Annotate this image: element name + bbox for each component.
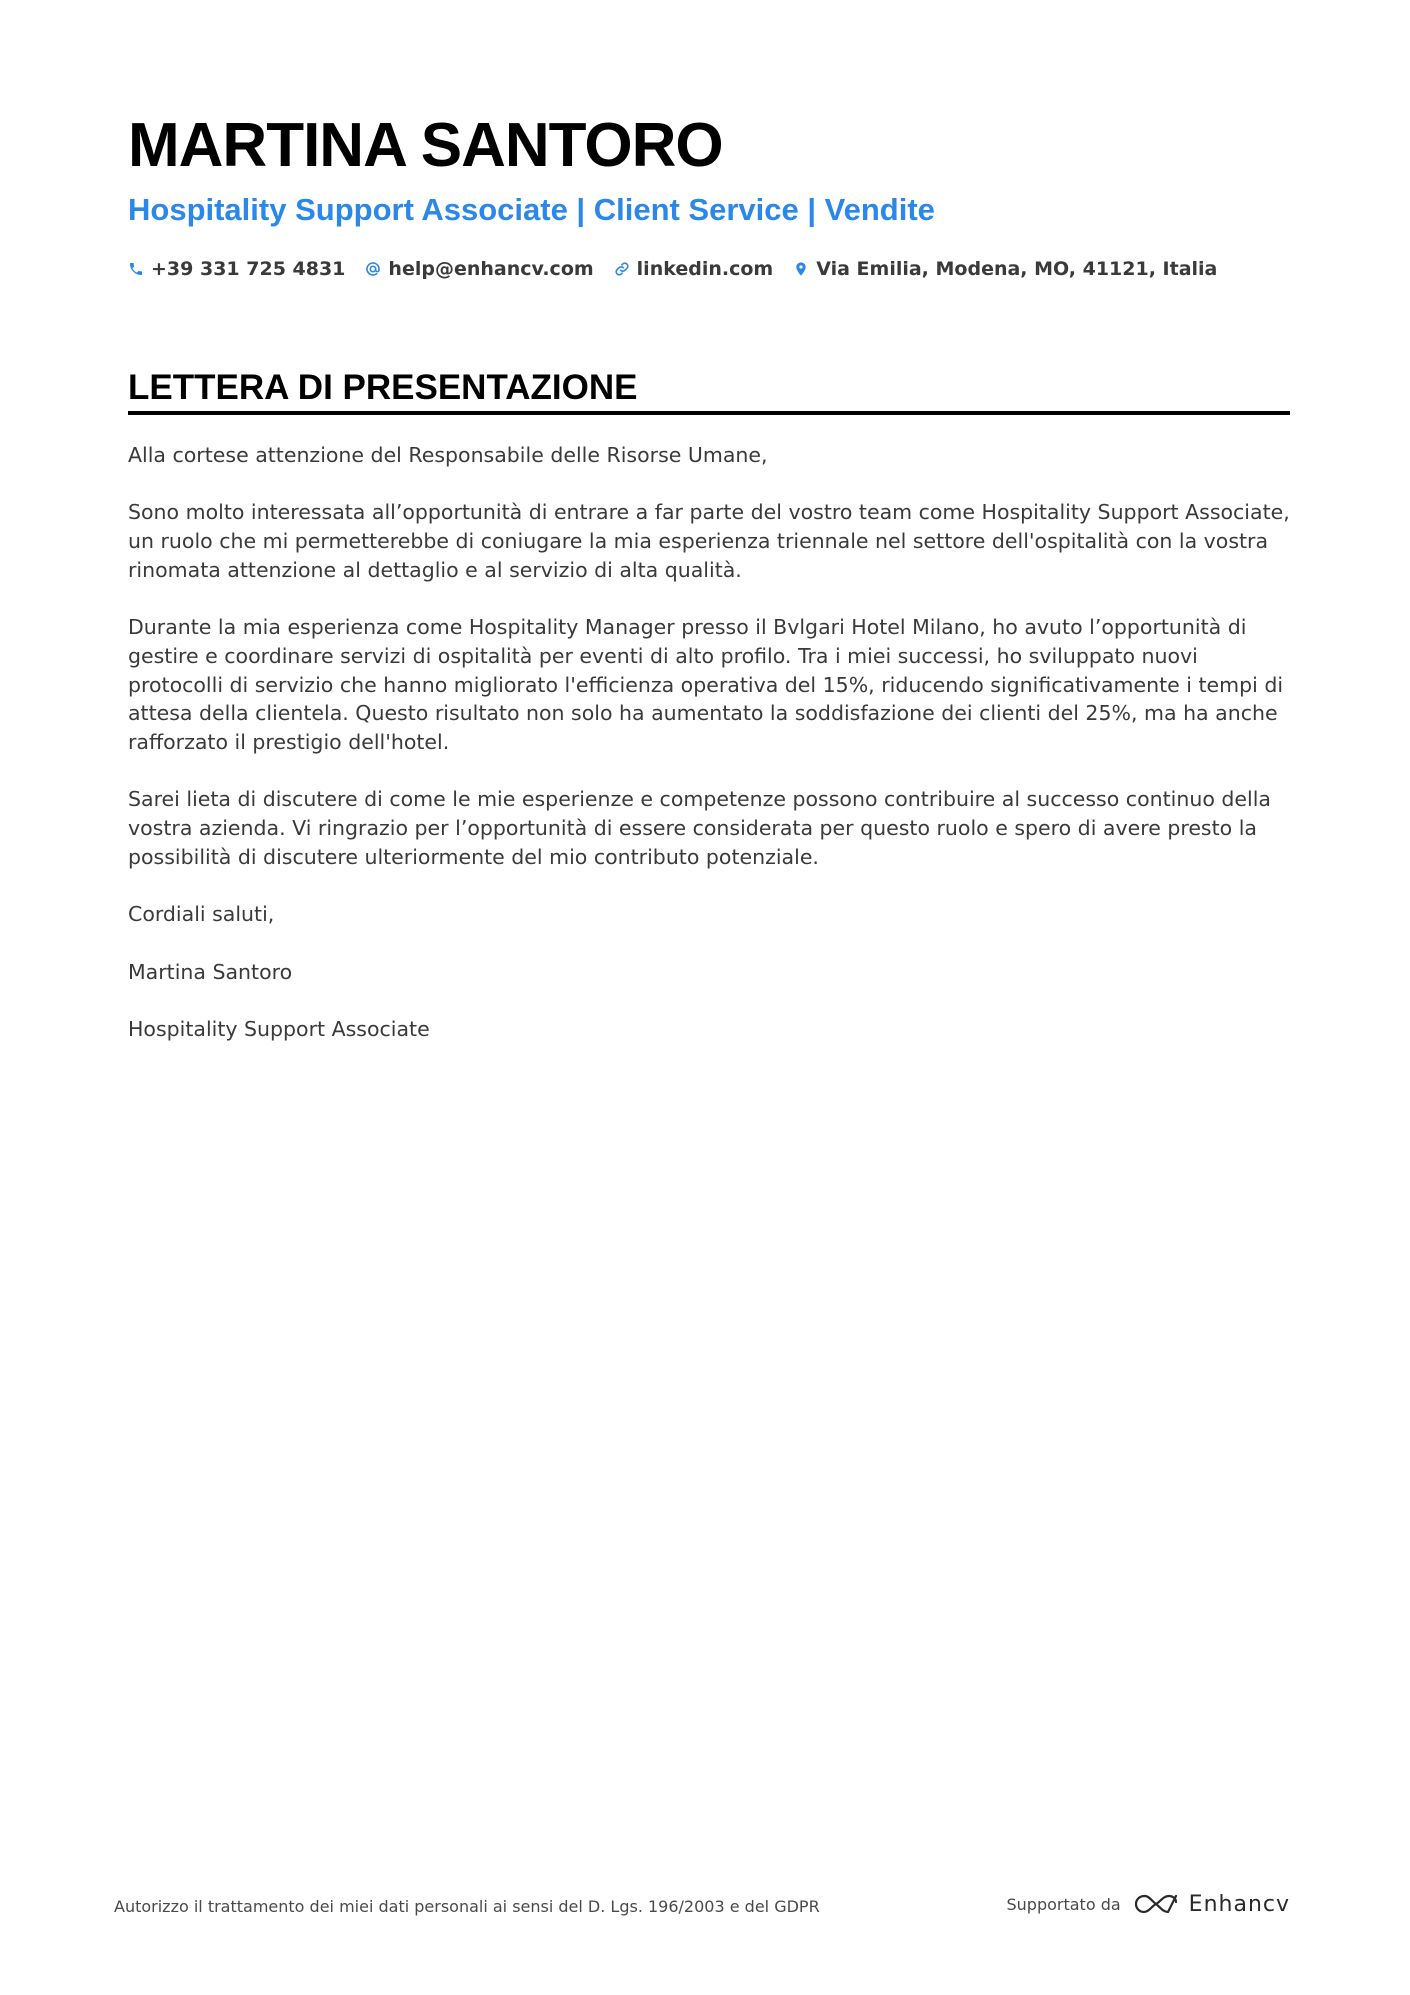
privacy-consent-note: Autorizzo il trattamento dei miei dati personali ai sensi del D. Lgs. 196/2003 e del GDPR — [114, 1897, 820, 1916]
contact-location — [793, 258, 1217, 280]
letter-paragraph-experience: Durante la mia esperienza come Hospitality Manager presso il Bvlgari Hotel Milano, ho avuto l’opportunità di gestire e coordinare servizi di ospitalità per eventi di alto profilo. Tra i miei successi, ho sviluppato nuovi protocolli di servizio che hanno migliorato l'efficienza operativa del 15%, riducendo significativamente i tempi di attesa della clientela. Questo risultato non solo ha aumentato la soddisfazione dei clienti del 25%, ma ha anche rafforzato il prestigio dell'hotel. — [128, 615, 1284, 754]
letter-signature-name: Martina Santoro — [128, 959, 293, 984]
section-divider — [128, 411, 1290, 415]
enhancv-logo-icon — [1133, 1892, 1179, 1916]
applicant-name: MARTINA SANTORO — [128, 111, 723, 180]
phone-icon — [128, 261, 144, 277]
contact-linkedin[interactable] — [614, 258, 774, 280]
applicant-headline: Hospitality Support Associate | Client Service | Vendite — [128, 192, 935, 227]
letter-body — [128, 441, 1298, 1072]
contact-bar — [128, 254, 1237, 284]
letter-paragraph-closing: Sarei lieta di discutere di come le mie esperienze e competenze possono contribuire al successo continuo della vostra azienda. Vi ringrazio per l’opportunità di essere considerata per questo ruolo e spero di avere presto la possibilità di discutere ulteriormente del mio contributo potenziale. — [128, 787, 1271, 869]
at-icon — [365, 261, 381, 277]
letter-salutation: Alla cortese attenzione del Responsabile delle Risorse Umane, — [128, 443, 768, 467]
letter-signoff: Cordiali saluti, — [128, 902, 275, 927]
letter-paragraph-intro: Sono molto interessata all’opportunità di entrare a far parte del vostro team come Hospitality Support Associate, un ruolo che mi permetterebbe di coniugare la mia esperienza triennale nel settore dell'ospitalità con la vostra rinomata attenzione al dettaglio e al servizio di alta qualità. — [128, 500, 1290, 582]
location-pin-icon — [793, 261, 809, 277]
contact-phone-text: +39 331 725 4831 — [151, 258, 346, 280]
contact-email[interactable] — [365, 258, 593, 280]
letter-signature-title: Hospitality Support Associate — [128, 1016, 430, 1041]
enhancv-brand-name: Enhancv — [1188, 1891, 1290, 1917]
contact-location-text: Via Emilia, Modena, MO, 41121, Italia — [816, 258, 1218, 280]
contact-email-text: help@enhancv.com — [388, 258, 594, 280]
contact-linkedin-text: linkedin.com — [636, 258, 774, 280]
supported-by-label: Supportato da — [1006, 1894, 1121, 1914]
section-title: LETTERA DI PRESENTAZIONE — [128, 368, 638, 407]
powered-by[interactable] — [1007, 1888, 1291, 1920]
link-icon — [614, 261, 630, 277]
contact-phone[interactable] — [128, 258, 345, 280]
